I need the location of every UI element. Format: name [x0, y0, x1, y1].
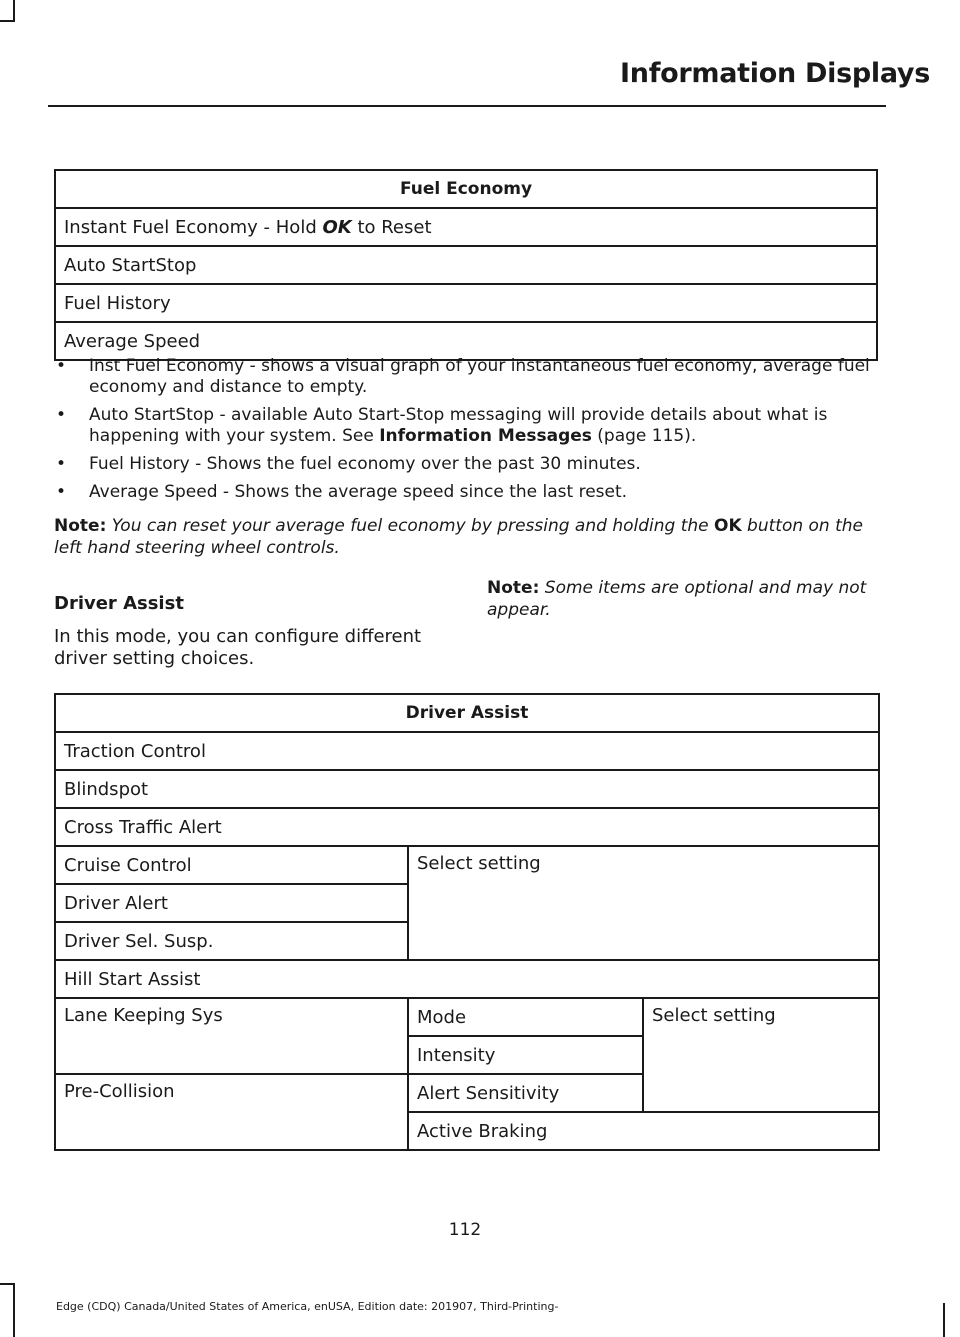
table-cell: Active Braking	[408, 1112, 879, 1150]
note-text: Some items are optional and may not appear.	[487, 578, 867, 620]
table-row: Average Speed	[55, 322, 877, 360]
table-cell: Alert Sensitivity	[408, 1074, 643, 1112]
bullet-text: Fuel History - Shows the fuel economy over the past 30 minutes.	[89, 454, 641, 474]
page-number: 112	[448, 1220, 482, 1240]
fuel-economy-table	[54, 169, 878, 361]
bullet-glyph: •	[56, 356, 67, 376]
list-item	[54, 356, 880, 398]
crop-mark-top-left-h	[0, 20, 15, 22]
note-text: button on the left hand steering wheel controls.	[54, 516, 863, 558]
note-reset-average	[54, 515, 880, 559]
bullet-glyph: •	[56, 482, 67, 502]
table-row: Fuel History	[55, 284, 877, 322]
row-text: to Reset	[351, 216, 432, 238]
table-cell: Driver Sel. Susp.	[55, 922, 408, 960]
bullet-text: Auto StartStop - available Auto Start-Stop messaging will provide details about what is happening with your system. See	[89, 405, 828, 446]
list-item	[54, 482, 880, 503]
section-heading: Driver Assist	[54, 593, 184, 614]
ok-key: OK	[714, 516, 742, 536]
table-row: Blindspot	[55, 770, 879, 808]
table-row: Cross Traffic Alert	[55, 808, 879, 846]
table-cell: Select setting	[643, 998, 879, 1112]
note-label: Note:	[487, 578, 540, 598]
note-text: You can reset your average fuel economy by pressing and holding the	[106, 516, 715, 536]
table-row: Hill Start Assist	[55, 960, 879, 998]
footer-edition: Edge (CDQ) Canada/United States of America, enUSA, Edition date: 201907, Third-Printing-	[56, 1300, 559, 1313]
table-row	[55, 208, 877, 246]
table-row: Auto StartStop	[55, 246, 877, 284]
table-cell: Mode	[408, 998, 643, 1036]
bullet-text: Average Speed - Shows the average speed since the last reset.	[89, 482, 628, 502]
crop-mark-bottom-right-v	[943, 1303, 945, 1337]
table-row: Traction Control	[55, 732, 879, 770]
table-cell: Select setting	[408, 846, 879, 960]
driver-assist-table-title: Driver Assist	[55, 694, 879, 732]
bullet-glyph: •	[56, 405, 67, 425]
list-item	[54, 405, 880, 447]
information-messages-link[interactable]: Information Messages	[379, 426, 592, 446]
page-reference: (page 115).	[591, 426, 697, 446]
section-paragraph: In this mode, you can configure different driver setting choices.	[54, 626, 422, 669]
bullet-list	[54, 356, 880, 510]
page-title: Information Displays	[620, 58, 930, 89]
driver-assist-table	[54, 693, 880, 1151]
note-label: Note:	[54, 516, 107, 536]
crop-mark-top-left-v	[13, 0, 15, 20]
crop-mark-bottom-left-v	[13, 1283, 15, 1337]
note-optional-items	[487, 577, 882, 621]
fuel-economy-table-title: Fuel Economy	[55, 170, 877, 208]
table-cell: Intensity	[408, 1036, 643, 1074]
table-cell: Driver Alert	[55, 884, 408, 922]
bullet-glyph: •	[56, 454, 67, 474]
row-text: Instant Fuel Economy - Hold	[64, 216, 323, 238]
bullet-text: Inst Fuel Economy - shows a visual graph of your instantaneous fuel economy, average fuel economy and distance to empty.	[89, 356, 870, 397]
driver-assist-section	[54, 593, 449, 670]
table-cell: Cruise Control	[55, 846, 408, 884]
table-cell: Lane Keeping Sys	[55, 998, 408, 1074]
ok-key: OK	[322, 216, 352, 238]
table-cell: Pre-Collision	[55, 1074, 408, 1150]
title-rule	[48, 105, 886, 107]
crop-mark-bottom-left-h	[0, 1283, 15, 1285]
list-item	[54, 454, 880, 475]
